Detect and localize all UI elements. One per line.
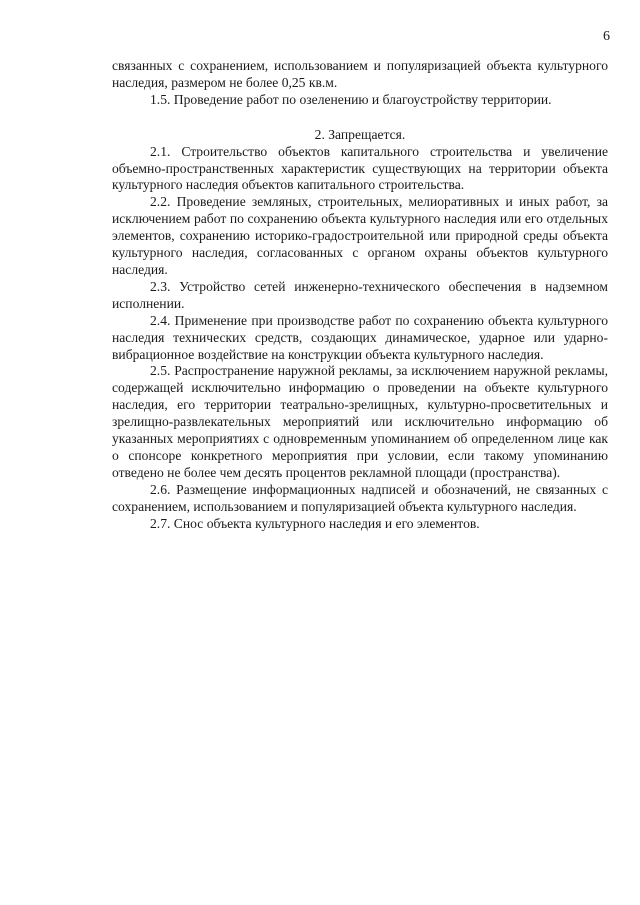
item-2-4: 2.4. Применение при производстве работ по сохранению объекта культурного наследия технических средств, создающих динамическое, ударное или ударно-вибрационное воздействие на конструкции объекта культурного наследия. <box>112 312 608 362</box>
section-heading: 2. Запрещается. <box>314 126 406 142</box>
item-1-5: 1.5. Проведение работ по озеленению и благоустройству территории. <box>150 91 552 107</box>
item-2-7: 2.7. Снос объекта культурного наследия и его элементов. <box>150 515 480 531</box>
item-2-2: 2.2. Проведение земляных, строительных, мелиоративных и иных работ, за исключением работ по сохранению объекта культурного наследия или его отдельных элементов, сохранению историко-градостроительной или природной среды объекта культурного наследия, согласованных с органом охраны объектов культурного наследия. <box>112 194 608 277</box>
page-number: 6 <box>603 29 610 44</box>
item-2-1: 2.1. Строительство объектов капитального строительства и увеличение объемно-пространственных характеристик существующих на территории объекта культурного наследия объектов капитального строительства. <box>112 143 608 193</box>
document-body <box>112 58 608 532</box>
item-2-3: 2.3. Устройство сетей инженерно-технического обеспечения в надземном исполнении. <box>112 278 608 311</box>
continuation-paragraph: связанных с сохранением, использованием и популяризацией объекта культурного наследия, размером не более 0,25 кв.м. <box>112 58 608 90</box>
item-2-6: 2.6. Размещение информационных надписей и обозначений, не связанных с сохранением, использованием и популяризацией объекта культурного наследия. <box>112 481 608 514</box>
item-2-5: 2.5. Распространение наружной рекламы, за исключением наружной рекламы, содержащей исключительно информацию о проведении на объекте культурного наследия, его территории театрально-зрелищных, культурно-просветительных и зрелищно-развлекательных мероприятий или исключительно информацию об указанных мероприятиях с одновременным упоминанием об определенном лице как о спонсоре конкретного мероприятия при условии, если такому упоминанию отведено не более чем десять процентов рекламной площади (пространства). <box>112 363 608 480</box>
